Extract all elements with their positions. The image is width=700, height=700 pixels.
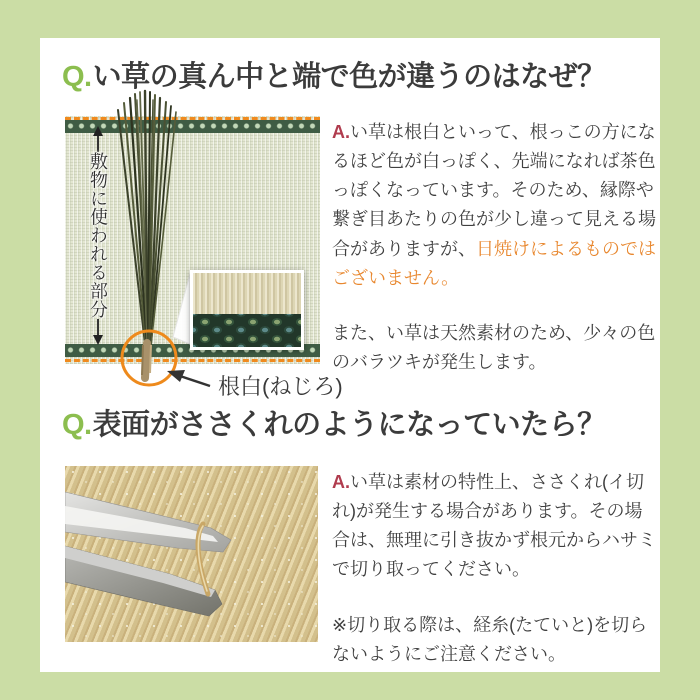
q2-text: 表面がささくれのようになっていたら？	[92, 409, 606, 441]
answer-2-paragraph	[332, 468, 658, 585]
answer-2	[332, 468, 658, 669]
a2-main-text: い草は素材の特性上、ささくれ(イ切れ)が発生する場合があります。その場合は、無理に引き抜かず根元からハサミで切り取ってください。	[332, 472, 656, 580]
arrow-up-icon	[91, 126, 105, 152]
nejiro-inset-photo	[190, 270, 304, 350]
scissors-illustration	[65, 466, 318, 642]
nejiro-callout-label: 根白(ねじろ)	[218, 374, 343, 399]
answer-1-note: また、い草は天然素材のため、少々の色のバラツキが発生します。	[332, 322, 656, 373]
a1-prefix: A.	[332, 122, 350, 142]
inset-border-fabric-pattern	[193, 314, 301, 347]
measure-annotation	[82, 126, 114, 354]
inset-rush-ends-texture	[193, 273, 301, 314]
arrow-down-icon	[91, 319, 105, 345]
q1-prefix: Q.	[62, 61, 92, 93]
q1-text: い草の真ん中と端で色が違うのはなぜ？	[92, 61, 606, 93]
answer-1-paragraph	[332, 118, 658, 293]
scissors-photo	[65, 466, 318, 642]
a2-prefix: A.	[332, 472, 350, 492]
q2-prefix: Q.	[62, 409, 92, 441]
answer-1	[332, 118, 658, 377]
a1-main-text: い草は根白といって、根っこの方になるほど色が白っぽく、先端になれば茶色っぽくなっています。そのため、縁際や繋ぎ目あたりの色が少し違って見える場合がありますが、	[332, 122, 656, 259]
vertical-label: 敷物に使われる部分	[88, 152, 108, 319]
question-2-heading	[62, 402, 606, 443]
answer-2-note: ※切り取る際は、経糸(たていと)を切らないようにご注意ください。	[332, 614, 648, 664]
a1-highlight-text: 日焼けによるものではございません。	[332, 238, 656, 288]
faq-content-panel	[40, 38, 660, 672]
tatami-edge-figure	[65, 116, 320, 364]
